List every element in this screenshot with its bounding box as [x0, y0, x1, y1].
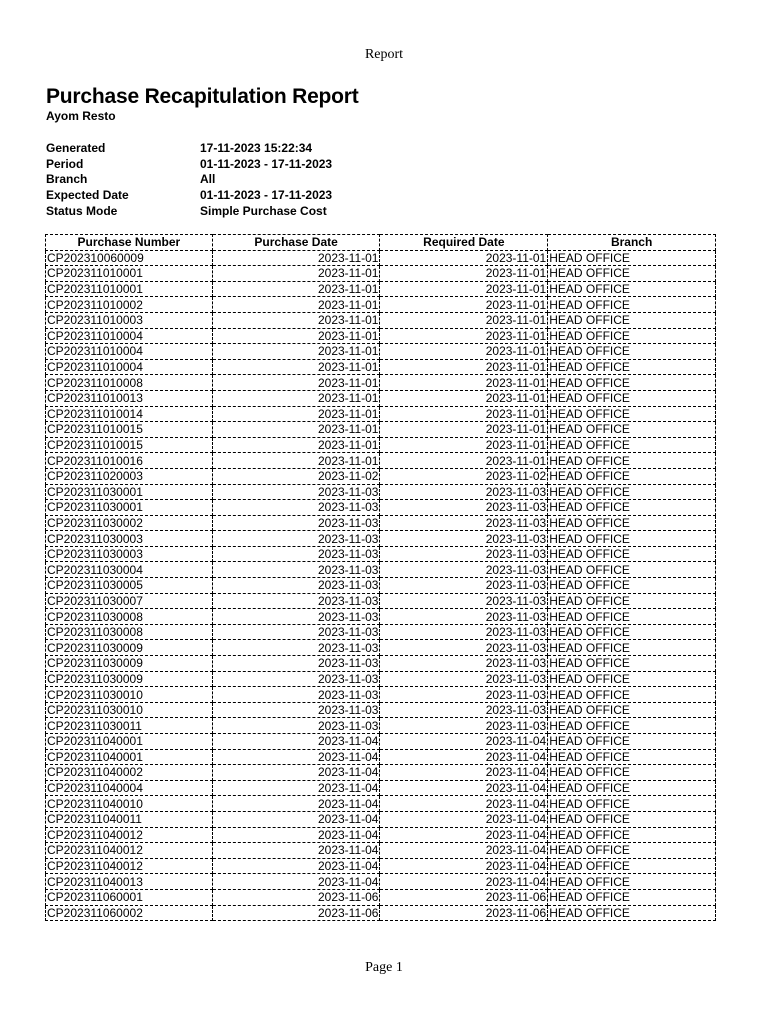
table-row: [46, 609, 716, 625]
purchase-date-cell: 2023-11-03: [212, 546, 380, 562]
purchase-number-cell: CP202311010016: [46, 453, 213, 469]
branch-cell: HEAD OFFICE: [548, 281, 716, 297]
required-date-cell: 2023-11-04: [380, 811, 548, 827]
purchase-number-cell: CP202311040001: [46, 734, 213, 750]
table-row: [46, 749, 716, 765]
table-row: [46, 390, 716, 406]
table-row: [46, 640, 716, 656]
purchase-date-cell: 2023-11-04: [212, 796, 380, 812]
purchase-date-cell: 2023-11-04: [212, 843, 380, 859]
required-date-cell: 2023-11-01: [380, 250, 548, 266]
purchase-number-cell: CP202311060001: [46, 889, 213, 905]
purchase-number-cell: CP202311030009: [46, 640, 213, 656]
table-row: [46, 266, 716, 282]
purchase-number-cell: CP202311010001: [46, 266, 213, 282]
table-row: [46, 546, 716, 562]
required-date-cell: 2023-11-03: [380, 640, 548, 656]
branch-cell: HEAD OFFICE: [548, 437, 716, 453]
branch-cell: HEAD OFFICE: [548, 453, 716, 469]
column-header-purchase-date: Purchase Date: [212, 235, 380, 251]
purchase-number-cell: CP202311030005: [46, 578, 213, 594]
branch-cell: HEAD OFFICE: [548, 765, 716, 781]
purchase-number-cell: CP202311010004: [46, 344, 213, 360]
purchase-date-cell: 2023-11-03: [212, 718, 380, 734]
purchase-number-cell: CP202311010004: [46, 359, 213, 375]
required-date-cell: 2023-11-03: [380, 593, 548, 609]
required-date-cell: 2023-11-01: [380, 406, 548, 422]
purchase-date-cell: 2023-11-03: [212, 593, 380, 609]
required-date-cell: 2023-11-01: [380, 390, 548, 406]
table-row: [46, 281, 716, 297]
table-row: [46, 702, 716, 718]
table-row: [46, 843, 716, 859]
branch-cell: HEAD OFFICE: [548, 390, 716, 406]
required-date-cell: 2023-11-03: [380, 562, 548, 578]
purchase-number-cell: CP202311040001: [46, 749, 213, 765]
branch-cell: HEAD OFFICE: [548, 718, 716, 734]
meta-label: Expected Date: [46, 188, 129, 203]
purchase-date-cell: 2023-11-06: [212, 905, 380, 921]
purchase-date-cell: 2023-11-03: [212, 687, 380, 703]
meta-value: Simple Purchase Cost: [200, 203, 327, 218]
branch-cell: HEAD OFFICE: [548, 624, 716, 640]
table-row: [46, 437, 716, 453]
required-date-cell: 2023-11-01: [380, 359, 548, 375]
meta-value: 17-11-2023 15:22:34: [200, 141, 313, 155]
purchase-number-cell: CP202311030003: [46, 531, 213, 547]
purchase-date-cell: 2023-11-03: [212, 578, 380, 594]
column-header-required-date: Required Date: [380, 235, 548, 251]
purchase-date-cell: 2023-11-04: [212, 827, 380, 843]
meta-label: Status Mode: [46, 203, 118, 218]
purchase-number-cell: CP202311040011: [46, 811, 213, 827]
required-date-cell: 2023-11-04: [380, 858, 548, 874]
purchase-date-cell: 2023-11-04: [212, 749, 380, 765]
branch-cell: HEAD OFFICE: [548, 578, 716, 594]
purchase-number-cell: CP202311010004: [46, 328, 213, 344]
required-date-cell: 2023-11-01: [380, 266, 548, 282]
table-row: [46, 344, 716, 360]
branch-cell: HEAD OFFICE: [548, 593, 716, 609]
company-name: Ayom Resto: [46, 109, 116, 123]
table-row: [46, 422, 716, 438]
branch-cell: HEAD OFFICE: [548, 297, 716, 313]
required-date-cell: 2023-11-03: [380, 718, 548, 734]
table-row: [46, 453, 716, 469]
purchase-date-cell: 2023-11-01: [212, 437, 380, 453]
branch-cell: HEAD OFFICE: [548, 734, 716, 750]
branch-cell: HEAD OFFICE: [548, 905, 716, 921]
branch-cell: HEAD OFFICE: [548, 640, 716, 656]
table-row: [46, 562, 716, 578]
required-date-cell: 2023-11-03: [380, 500, 548, 516]
meta-value: 01-11-2023 - 17-11-2023: [200, 156, 333, 171]
table-row: [46, 718, 716, 734]
required-date-cell: 2023-11-03: [380, 531, 548, 547]
branch-cell: HEAD OFFICE: [548, 827, 716, 843]
required-date-cell: 2023-11-03: [380, 578, 548, 594]
table-row: [46, 734, 716, 750]
table-row: [46, 515, 716, 531]
table-row: [46, 858, 716, 874]
table-row: [46, 484, 716, 500]
branch-cell: HEAD OFFICE: [548, 780, 716, 796]
table-row: [46, 656, 716, 672]
purchase-number-cell: CP202311040012: [46, 827, 213, 843]
purchase-date-cell: 2023-11-01: [212, 375, 380, 391]
purchase-date-cell: 2023-11-03: [212, 609, 380, 625]
branch-cell: HEAD OFFICE: [548, 500, 716, 516]
meta-value: All: [200, 172, 216, 187]
purchase-table: [45, 234, 716, 921]
report-title: Purchase Recapitulation Report: [46, 85, 359, 108]
purchase-date-cell: 2023-11-03: [212, 500, 380, 516]
required-date-cell: 2023-11-06: [380, 905, 548, 921]
purchase-number-cell: CP202311030011: [46, 718, 213, 734]
purchase-date-cell: 2023-11-04: [212, 734, 380, 750]
purchase-date-cell: 2023-11-01: [212, 328, 380, 344]
branch-cell: HEAD OFFICE: [548, 468, 716, 484]
purchase-date-cell: 2023-11-01: [212, 297, 380, 313]
required-date-cell: 2023-11-01: [380, 328, 548, 344]
purchase-date-cell: 2023-11-03: [212, 531, 380, 547]
branch-cell: HEAD OFFICE: [548, 312, 716, 328]
branch-cell: HEAD OFFICE: [548, 843, 716, 859]
required-date-cell: 2023-11-01: [380, 312, 548, 328]
branch-cell: HEAD OFFICE: [548, 702, 716, 718]
branch-cell: HEAD OFFICE: [548, 811, 716, 827]
required-date-cell: 2023-11-04: [380, 796, 548, 812]
branch-cell: HEAD OFFICE: [548, 359, 716, 375]
required-date-cell: 2023-11-06: [380, 889, 548, 905]
purchase-number-cell: CP202311030009: [46, 671, 213, 687]
required-date-cell: 2023-11-03: [380, 656, 548, 672]
purchase-number-cell: CP202311040012: [46, 858, 213, 874]
required-date-cell: 2023-11-01: [380, 344, 548, 360]
purchase-date-cell: 2023-11-04: [212, 765, 380, 781]
required-date-cell: 2023-11-03: [380, 609, 548, 625]
required-date-cell: 2023-11-01: [380, 422, 548, 438]
branch-cell: HEAD OFFICE: [548, 858, 716, 874]
purchase-number-cell: CP202311010002: [46, 297, 213, 313]
required-date-cell: 2023-11-03: [380, 546, 548, 562]
table-row: [46, 765, 716, 781]
purchase-date-cell: 2023-11-03: [212, 671, 380, 687]
table-row: [46, 578, 716, 594]
table-row: [46, 531, 716, 547]
purchase-number-cell: CP202311010008: [46, 375, 213, 391]
purchase-number-cell: CP202311030002: [46, 515, 213, 531]
branch-cell: HEAD OFFICE: [548, 406, 716, 422]
purchase-number-cell: CP202311040002: [46, 765, 213, 781]
purchase-number-cell: CP202311060002: [46, 905, 213, 921]
purchase-date-cell: 2023-11-04: [212, 858, 380, 874]
required-date-cell: 2023-11-01: [380, 375, 548, 391]
column-header-branch: Branch: [548, 235, 716, 251]
required-date-cell: 2023-11-01: [380, 281, 548, 297]
table-body: [46, 250, 716, 921]
purchase-number-cell: CP202311040004: [46, 780, 213, 796]
purchase-number-cell: CP202311030010: [46, 702, 213, 718]
purchase-number-cell: CP202311030009: [46, 656, 213, 672]
purchase-number-cell: CP202311010015: [46, 437, 213, 453]
purchase-number-cell: CP202311020003: [46, 468, 213, 484]
purchase-number-cell: CP202311010003: [46, 312, 213, 328]
meta-row-generated: [46, 141, 332, 157]
table-row: [46, 827, 716, 843]
branch-cell: HEAD OFFICE: [548, 609, 716, 625]
branch-cell: HEAD OFFICE: [548, 671, 716, 687]
purchase-number-cell: CP202311030004: [46, 562, 213, 578]
purchase-number-cell: CP202310060009: [46, 250, 213, 266]
branch-cell: HEAD OFFICE: [548, 546, 716, 562]
page-footer: Page 1: [365, 960, 403, 975]
branch-cell: HEAD OFFICE: [548, 344, 716, 360]
required-date-cell: 2023-11-03: [380, 687, 548, 703]
table-row: [46, 796, 716, 812]
required-date-cell: 2023-11-04: [380, 734, 548, 750]
purchase-number-cell: CP202311030001: [46, 500, 213, 516]
required-date-cell: 2023-11-04: [380, 874, 548, 890]
page-header: Report: [364, 47, 404, 62]
table-row: [46, 780, 716, 796]
table-row: [46, 687, 716, 703]
branch-cell: HEAD OFFICE: [548, 515, 716, 531]
purchase-date-cell: 2023-11-04: [212, 811, 380, 827]
meta-row-period: [46, 157, 332, 173]
purchase-number-cell: CP202311040013: [46, 874, 213, 890]
branch-cell: HEAD OFFICE: [548, 531, 716, 547]
required-date-cell: 2023-11-01: [380, 437, 548, 453]
table-row: [46, 375, 716, 391]
table-row: [46, 328, 716, 344]
purchase-date-cell: 2023-11-04: [212, 874, 380, 890]
required-date-cell: 2023-11-03: [380, 671, 548, 687]
purchase-date-cell: 2023-11-03: [212, 624, 380, 640]
required-date-cell: 2023-11-03: [380, 515, 548, 531]
purchase-date-cell: 2023-11-01: [212, 422, 380, 438]
purchase-number-cell: CP202311010001: [46, 281, 213, 297]
meta-label: Generated: [46, 141, 106, 155]
required-date-cell: 2023-11-01: [380, 453, 548, 469]
purchase-number-cell: CP202311030008: [46, 609, 213, 625]
purchase-date-cell: 2023-11-03: [212, 656, 380, 672]
table-row: [46, 359, 716, 375]
purchase-number-cell: CP202311010015: [46, 422, 213, 438]
branch-cell: HEAD OFFICE: [548, 375, 716, 391]
purchase-date-cell: 2023-11-01: [212, 266, 380, 282]
purchase-date-cell: 2023-11-01: [212, 390, 380, 406]
purchase-number-cell: CP202311010014: [46, 406, 213, 422]
required-date-cell: 2023-11-01: [380, 297, 548, 313]
purchase-number-cell: CP202311030003: [46, 546, 213, 562]
purchase-number-cell: CP202311040010: [46, 796, 213, 812]
branch-cell: HEAD OFFICE: [548, 889, 716, 905]
purchase-number-cell: CP202311030001: [46, 484, 213, 500]
purchase-date-cell: 2023-11-01: [212, 281, 380, 297]
branch-cell: HEAD OFFICE: [548, 328, 716, 344]
purchase-date-cell: 2023-11-04: [212, 780, 380, 796]
meta-label: Branch: [46, 172, 88, 187]
branch-cell: HEAD OFFICE: [548, 250, 716, 266]
purchase-number-cell: CP202311010013: [46, 390, 213, 406]
required-date-cell: 2023-11-04: [380, 749, 548, 765]
purchase-date-cell: 2023-11-01: [212, 406, 380, 422]
table-row: [46, 250, 716, 266]
table-row: [46, 671, 716, 687]
purchase-number-cell: CP202311030010: [46, 687, 213, 703]
purchase-number-cell: CP202311030007: [46, 593, 213, 609]
branch-cell: HEAD OFFICE: [548, 796, 716, 812]
required-date-cell: 2023-11-04: [380, 765, 548, 781]
table-row: [46, 297, 716, 313]
branch-cell: HEAD OFFICE: [548, 484, 716, 500]
required-date-cell: 2023-11-03: [380, 702, 548, 718]
table-row: [46, 406, 716, 422]
meta-label: Period: [46, 156, 84, 171]
purchase-date-cell: 2023-11-02: [212, 468, 380, 484]
branch-cell: HEAD OFFICE: [548, 422, 716, 438]
meta-value: 01-11-2023 - 17-11-2023: [200, 188, 333, 203]
branch-cell: HEAD OFFICE: [548, 562, 716, 578]
purchase-date-cell: 2023-11-01: [212, 312, 380, 328]
required-date-cell: 2023-11-02: [380, 468, 548, 484]
branch-cell: HEAD OFFICE: [548, 656, 716, 672]
purchase-number-cell: CP202311040012: [46, 843, 213, 859]
required-date-cell: 2023-11-04: [380, 843, 548, 859]
purchase-date-cell: 2023-11-01: [212, 453, 380, 469]
purchase-date-cell: 2023-11-06: [212, 889, 380, 905]
required-date-cell: 2023-11-03: [380, 624, 548, 640]
branch-cell: HEAD OFFICE: [548, 687, 716, 703]
meta-row-branch: [46, 172, 332, 188]
meta-row-status-mode: [46, 204, 332, 220]
table-row: [46, 874, 716, 890]
table-row: [46, 624, 716, 640]
purchase-date-cell: 2023-11-01: [212, 344, 380, 360]
purchase-date-cell: 2023-11-01: [212, 250, 380, 266]
table-row: [46, 312, 716, 328]
required-date-cell: 2023-11-03: [380, 484, 548, 500]
table-header-row: [46, 235, 716, 251]
meta-row-expected-date: [46, 188, 332, 204]
report-meta: [46, 141, 332, 219]
purchase-date-cell: 2023-11-03: [212, 702, 380, 718]
table-row: [46, 811, 716, 827]
purchase-date-cell: 2023-11-03: [212, 640, 380, 656]
branch-cell: HEAD OFFICE: [548, 266, 716, 282]
column-header-purchase-number: Purchase Number: [46, 235, 213, 251]
purchase-date-cell: 2023-11-03: [212, 562, 380, 578]
branch-cell: HEAD OFFICE: [548, 749, 716, 765]
required-date-cell: 2023-11-04: [380, 780, 548, 796]
table-row: [46, 500, 716, 516]
table-row: [46, 905, 716, 921]
purchase-date-cell: 2023-11-01: [212, 359, 380, 375]
required-date-cell: 2023-11-04: [380, 827, 548, 843]
table-row: [46, 593, 716, 609]
purchase-number-cell: CP202311030008: [46, 624, 213, 640]
purchase-date-cell: 2023-11-03: [212, 515, 380, 531]
branch-cell: HEAD OFFICE: [548, 874, 716, 890]
table-row: [46, 889, 716, 905]
table-row: [46, 468, 716, 484]
purchase-date-cell: 2023-11-03: [212, 484, 380, 500]
